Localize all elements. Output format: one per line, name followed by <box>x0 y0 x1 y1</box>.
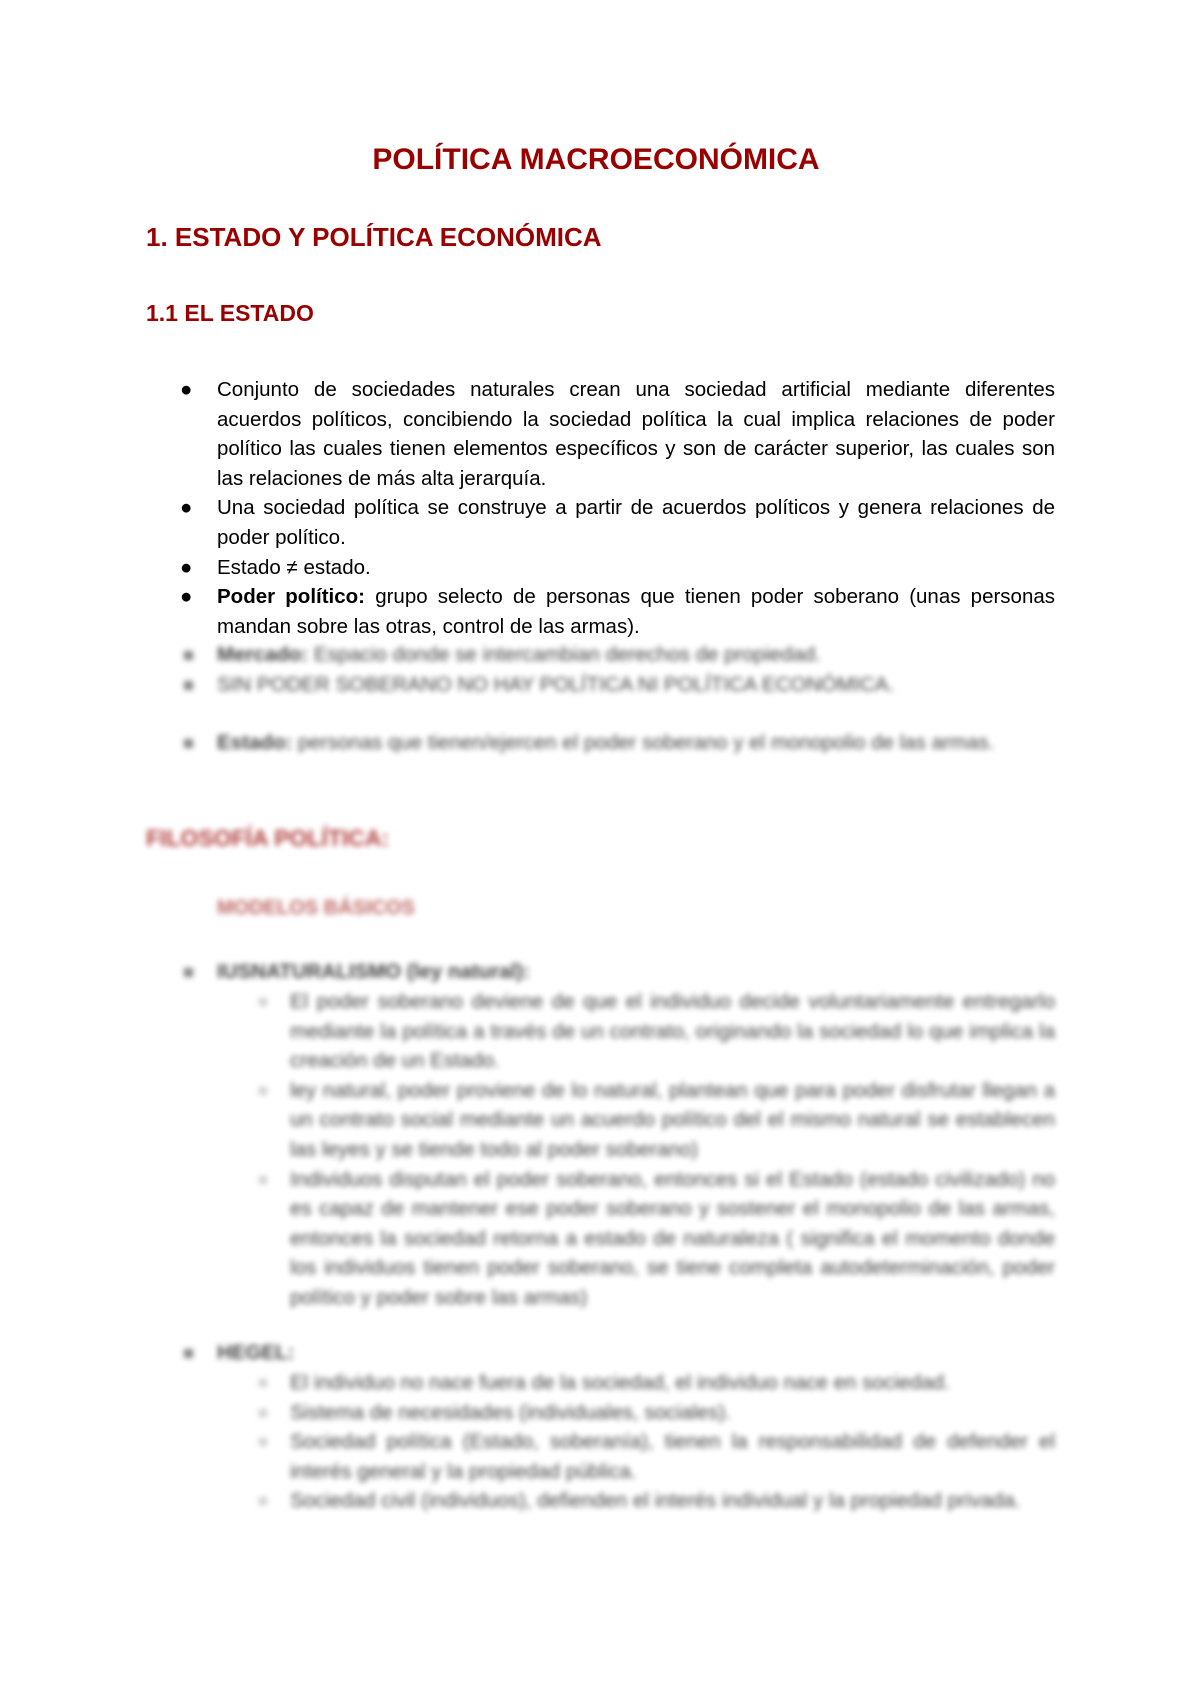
bullet-list <box>180 375 1056 641</box>
list-item-text: Individuos disputan el poder soberano, entonces si el Estado (estado civilizado) no es capaz de mantener ese poder soberano y sostener el monopolio de las armas, entonces la sociedad retorna a estado de naturaleza ( significa el momento donde los individuos tienen poder soberano, se tiene completa autodeterminación, poder político y poder sobre las armas) <box>290 1167 1055 1309</box>
heading-modelos-basicos: MODELOS BÁSICOS <box>217 897 415 919</box>
list-item <box>290 1398 1055 1428</box>
square-bullet-icon <box>184 681 193 690</box>
list-item-text: Sociedad política (Estado, soberanía), tienen la responsabilidad de defender el interés general y la propiedad pública. <box>290 1430 1055 1483</box>
square-bullet-icon <box>184 968 193 977</box>
iusnaturalismo-list <box>217 957 1055 987</box>
list-item-text: ley natural, poder proviene de lo natural, plantean que para poder disfrutar llegan a un contrato social mediante un acuerdo político del el mismo natural se establecen las leyes y se tiende todo al poder soberano) <box>290 1078 1055 1161</box>
list-item <box>217 728 1055 758</box>
square-bullet-icon <box>259 1497 267 1505</box>
square-bullet-icon <box>259 1379 267 1387</box>
square-bullet-icon <box>259 1176 267 1184</box>
list-item <box>290 1486 1055 1516</box>
list-item-text: Una sociedad política se construye a partir de acuerdos políticos y genera relaciones de poder político. <box>217 496 1055 549</box>
list-item-text: El poder soberano deviene de que el individuo decide voluntariamente entregarlo mediante la política a través de un contrato, originando la sociedad lo que implica la creación de un Estado. <box>290 990 1055 1073</box>
term-label: Mercado: <box>217 643 309 666</box>
heading-filosofia-politica: FILOSOFÍA POLÍTICA: <box>146 825 390 851</box>
bullet-icon: ● <box>180 378 193 401</box>
list-item-text: HEGEL: <box>217 1341 295 1364</box>
square-bullet-icon <box>259 1409 267 1417</box>
square-bullet-icon <box>184 651 193 660</box>
list-item <box>217 640 1055 670</box>
heading-el-estado: 1.1 EL ESTADO <box>146 300 314 326</box>
list-item <box>180 493 1055 552</box>
heading-estado-politica-economica: 1. ESTADO Y POLÍTICA ECONÓMICA <box>146 222 602 252</box>
list-item <box>290 987 1055 1076</box>
list-item <box>290 1427 1055 1486</box>
list-item <box>290 1076 1055 1165</box>
list-item-text: grupo selecto de personas que tienen poder soberano (unas personas mandan sobre las otras, control de las armas). <box>217 585 1056 638</box>
list-item-text: Sociedad civil (individuos), defienden el interés individual y la propiedad privada. <box>290 1489 1021 1513</box>
list-item-text: personas que tienen/ejercen el poder soberano y el monopolio de las armas. <box>292 731 995 755</box>
list-item <box>217 957 1055 987</box>
list-item <box>180 582 1056 641</box>
hegel-sublist <box>290 1368 1055 1516</box>
square-bullet-icon <box>259 998 267 1006</box>
list-item-text: Estado ≠ estado. <box>217 555 371 579</box>
square-bullet-icon <box>259 1087 267 1095</box>
square-bullet-icon <box>184 739 193 748</box>
term-label: Poder político: <box>217 585 365 609</box>
list-item <box>290 1368 1055 1398</box>
document-title: POLÍTICA MACROECONÓMICA <box>372 143 820 176</box>
term-label: Estado: <box>217 731 293 755</box>
hegel-list <box>217 1338 1055 1368</box>
square-bullet-icon <box>259 1438 267 1446</box>
list-item-text: El individuo no nace fuera de la sociedad, el individuo nace en sociedad. <box>290 1371 950 1394</box>
list-item-text: Espacio donde se intercambian derechos de propiedad. <box>308 643 821 666</box>
list-item-text: SIN PODER SOBERANO NO HAY POLÍTICA NI POLÍTICA ECONÓMICA. <box>217 672 895 696</box>
iusnaturalismo-sublist <box>290 987 1055 1313</box>
list-item <box>180 553 1055 583</box>
list-item-text: Sistema de necesidades (individuales, sociales). <box>290 1400 731 1424</box>
list-item <box>290 1165 1055 1313</box>
square-bullet-icon <box>184 1349 193 1358</box>
list-item <box>217 670 1055 700</box>
list-item <box>217 1338 1055 1368</box>
bullet-icon: ● <box>180 555 193 579</box>
bullet-icon: ● <box>180 585 193 609</box>
list-item-text: Conjunto de sociedades naturales crean una sociedad artificial mediante diferentes acuerdos políticos, concibiendo la sociedad política la cual implica relaciones de poder político las cuales tienen elementos específicos y son de carácter superior, las cuales son las relaciones de más alta jerarquía. <box>217 378 1055 490</box>
list-item <box>180 375 1055 493</box>
blurred-list <box>217 640 1055 758</box>
list-item-text: IUSNATURALISMO (ley natural): <box>217 960 530 983</box>
bullet-icon: ● <box>180 496 193 520</box>
